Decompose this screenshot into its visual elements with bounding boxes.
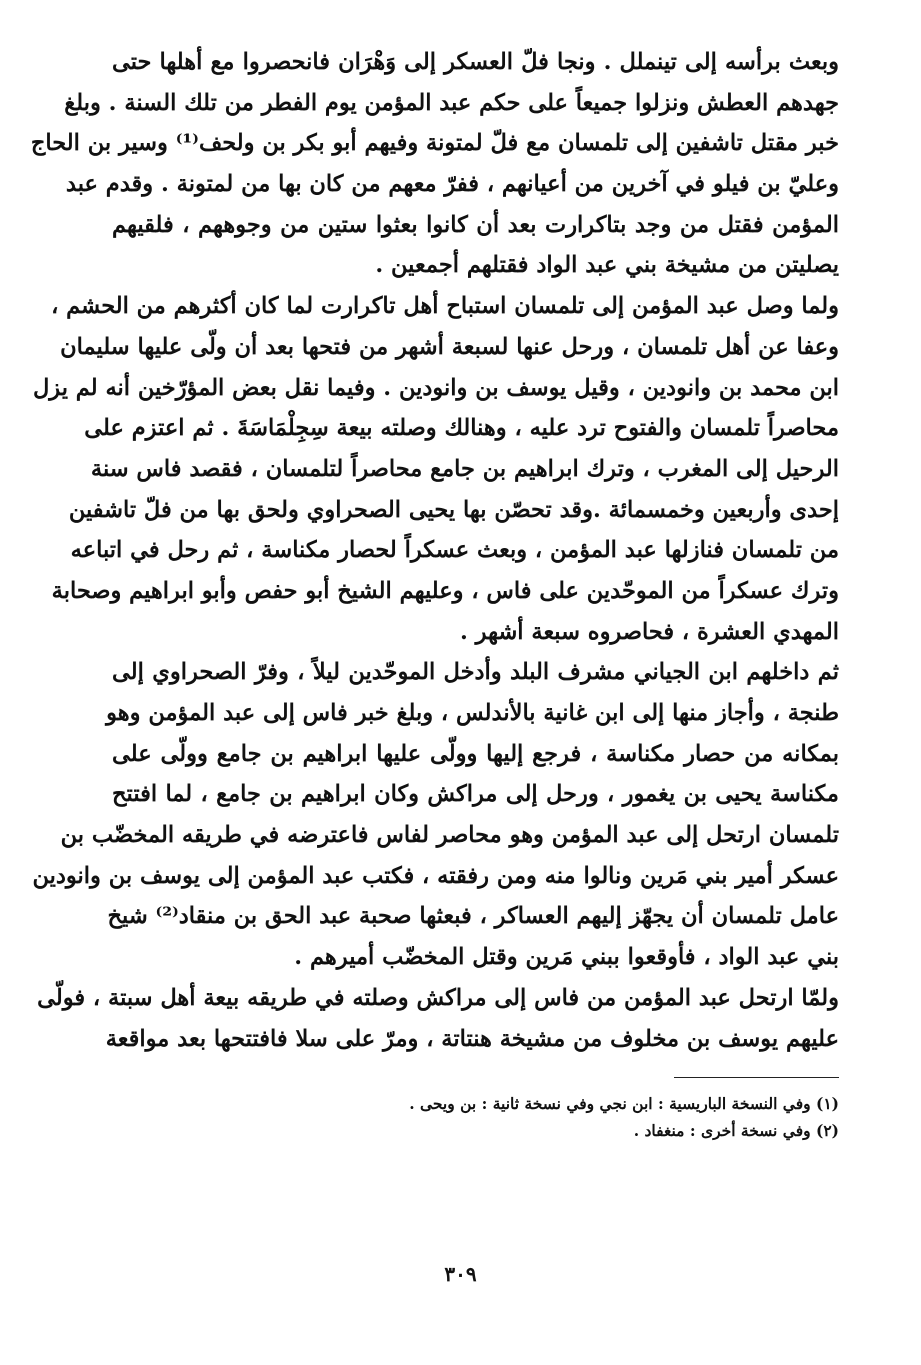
footnote-2: (٢) وفي نسخة أخرى : منغفاد . — [633, 1121, 839, 1141]
text-line: عامل تلمسان أن يجهّز إليهم العساكر ، فبعثها صحبة عبد الحق بن منقاد⁽²⁾ شيخ — [107, 903, 839, 930]
text-line: يصليتن من مشيخة بني عبد الواد فقتلهم أجمعين . — [375, 252, 839, 279]
text-line: جهدهم العطش ونزلوا جميعاً على حكم عبد المؤمن يوم الفطر من تلك السنة . وبلغ — [64, 89, 839, 116]
text-line: المهدي العشرة ، فحاصروه سبعة أشهر . — [460, 618, 839, 645]
paragraph-3 — [32, 652, 839, 978]
footnote-separator — [674, 1077, 839, 1078]
text-line: خبر مقتل تاشفين إلى تلمسان مع فلّ لمتونة وفيهم أبو بكر بن ولحف⁽¹⁾ وسير بن الحاج — [30, 130, 839, 157]
paragraph-2 — [32, 286, 839, 652]
text-line: الرحيل إلى المغرب ، وترك ابراهيم بن جامع محاصراً لتلمسان ، فقصد فاس سنة — [90, 455, 839, 482]
main-text — [30, 42, 839, 1059]
text-line: المؤمن فقتل من وجد بتاكرارت بعد أن كانوا بعثوا ستين من وجوههم ، فلقيهم — [112, 211, 839, 238]
text-line: عسكر أمير بني مَرين ونالوا منه ومن رفقته ، فكتب عبد المؤمن إلى يوسف بن وانودين — [32, 862, 839, 889]
text-line: ولمّا ارتحل عبد المؤمن من فاس إلى مراكش وصلته في طريقه بيعة أهل سبتة ، فولّى — [37, 984, 839, 1011]
text-line: وترك عسكراً من الموحّدين على فاس ، وعليهم الشيخ أبو حفص وأبو ابراهيم وصحابة — [51, 577, 839, 604]
text-line: ثم داخلهم ابن الجياني مشرف البلد وأدخل الموحّدين ليلاً ، وفرّ الصحراوي إلى — [112, 659, 839, 686]
paragraph-4 — [37, 978, 839, 1059]
text-line: طنجة ، وأجاز منها إلى ابن غانية بالأندلس ، وبلغ خبر فاس إلى عبد المؤمن وهو — [106, 700, 839, 726]
text-line: عليهم يوسف بن مخلوف من مشيخة هنتاتة ، ومرّ على سلا فافتتحها بعد مواقعة — [105, 1025, 839, 1052]
text-line: إحدى وأربعين وخمسمائة .وقد تحصّن بها يحيى الصحراوي ولحق بها من فلّ تاشفين — [68, 496, 839, 523]
footnote-1: (١) وفي النسخة الباريسية : ابن نجي وفي نسخة ثانية : بن ويحى . — [409, 1094, 839, 1114]
footnotes — [112, 1090, 839, 1144]
text-line: محاصراً تلمسان والفتوح ترد عليه ، وهنالك وصلته بيعة سِجِلْمَاسَةَ . ثم اعتزم على — [84, 415, 839, 442]
text-line: ابن محمد بن وانودين ، وقيل يوسف بن وانودين . وفيما نقل بعض المؤرّخين أنه لم يزل — [32, 374, 839, 401]
text-line: مكناسة يحيى بن يغمور ، ورحل إلى مراكش وكان ابراهيم بن جامع ، لما افتتح — [112, 781, 839, 808]
page-number: ٣٠٩ — [444, 1262, 477, 1286]
text-line: ولما وصل عبد المؤمن إلى تلمسان استباح أهل تاكرارت لما كان أكثرهم من الحشم ، — [51, 293, 839, 320]
text-line: وبعث برأسه إلى تينملل . ونجا فلّ العسكر إلى وَهْرَان فانحصروا مع أهلها حتى — [112, 49, 839, 75]
text-line: بني عبد الواد ، فأوقعوا ببني مَرين وقتل المخضّب أميرهم . — [294, 944, 839, 971]
text-line: من تلمسان فنازلها عبد المؤمن ، وبعث عسكراً لحصار مكناسة ، ثم رحل في اتباعه — [70, 537, 839, 564]
text-line: بمكانه من حصار مكناسة ، فرجع إليها وولّى عليها ابراهيم بن جامع وولّى على — [112, 740, 839, 767]
text-line: وعفا عن أهل تلمسان ، ورحل عنها لسبعة أشهر من فتحها بعد أن ولّى عليها سليمان — [60, 333, 839, 360]
text-line: وعليّ بن فيلو في آخرين من أعيانهم ، ففرّ معهم من كان بها من لمتونة . وقدم عبد — [65, 171, 839, 198]
text-line: تلمسان ارتحل إلى عبد المؤمن وهو محاصر لفاس فاعترضه في طريقه المخضّب بن — [60, 822, 839, 849]
paragraph-1 — [30, 42, 839, 286]
